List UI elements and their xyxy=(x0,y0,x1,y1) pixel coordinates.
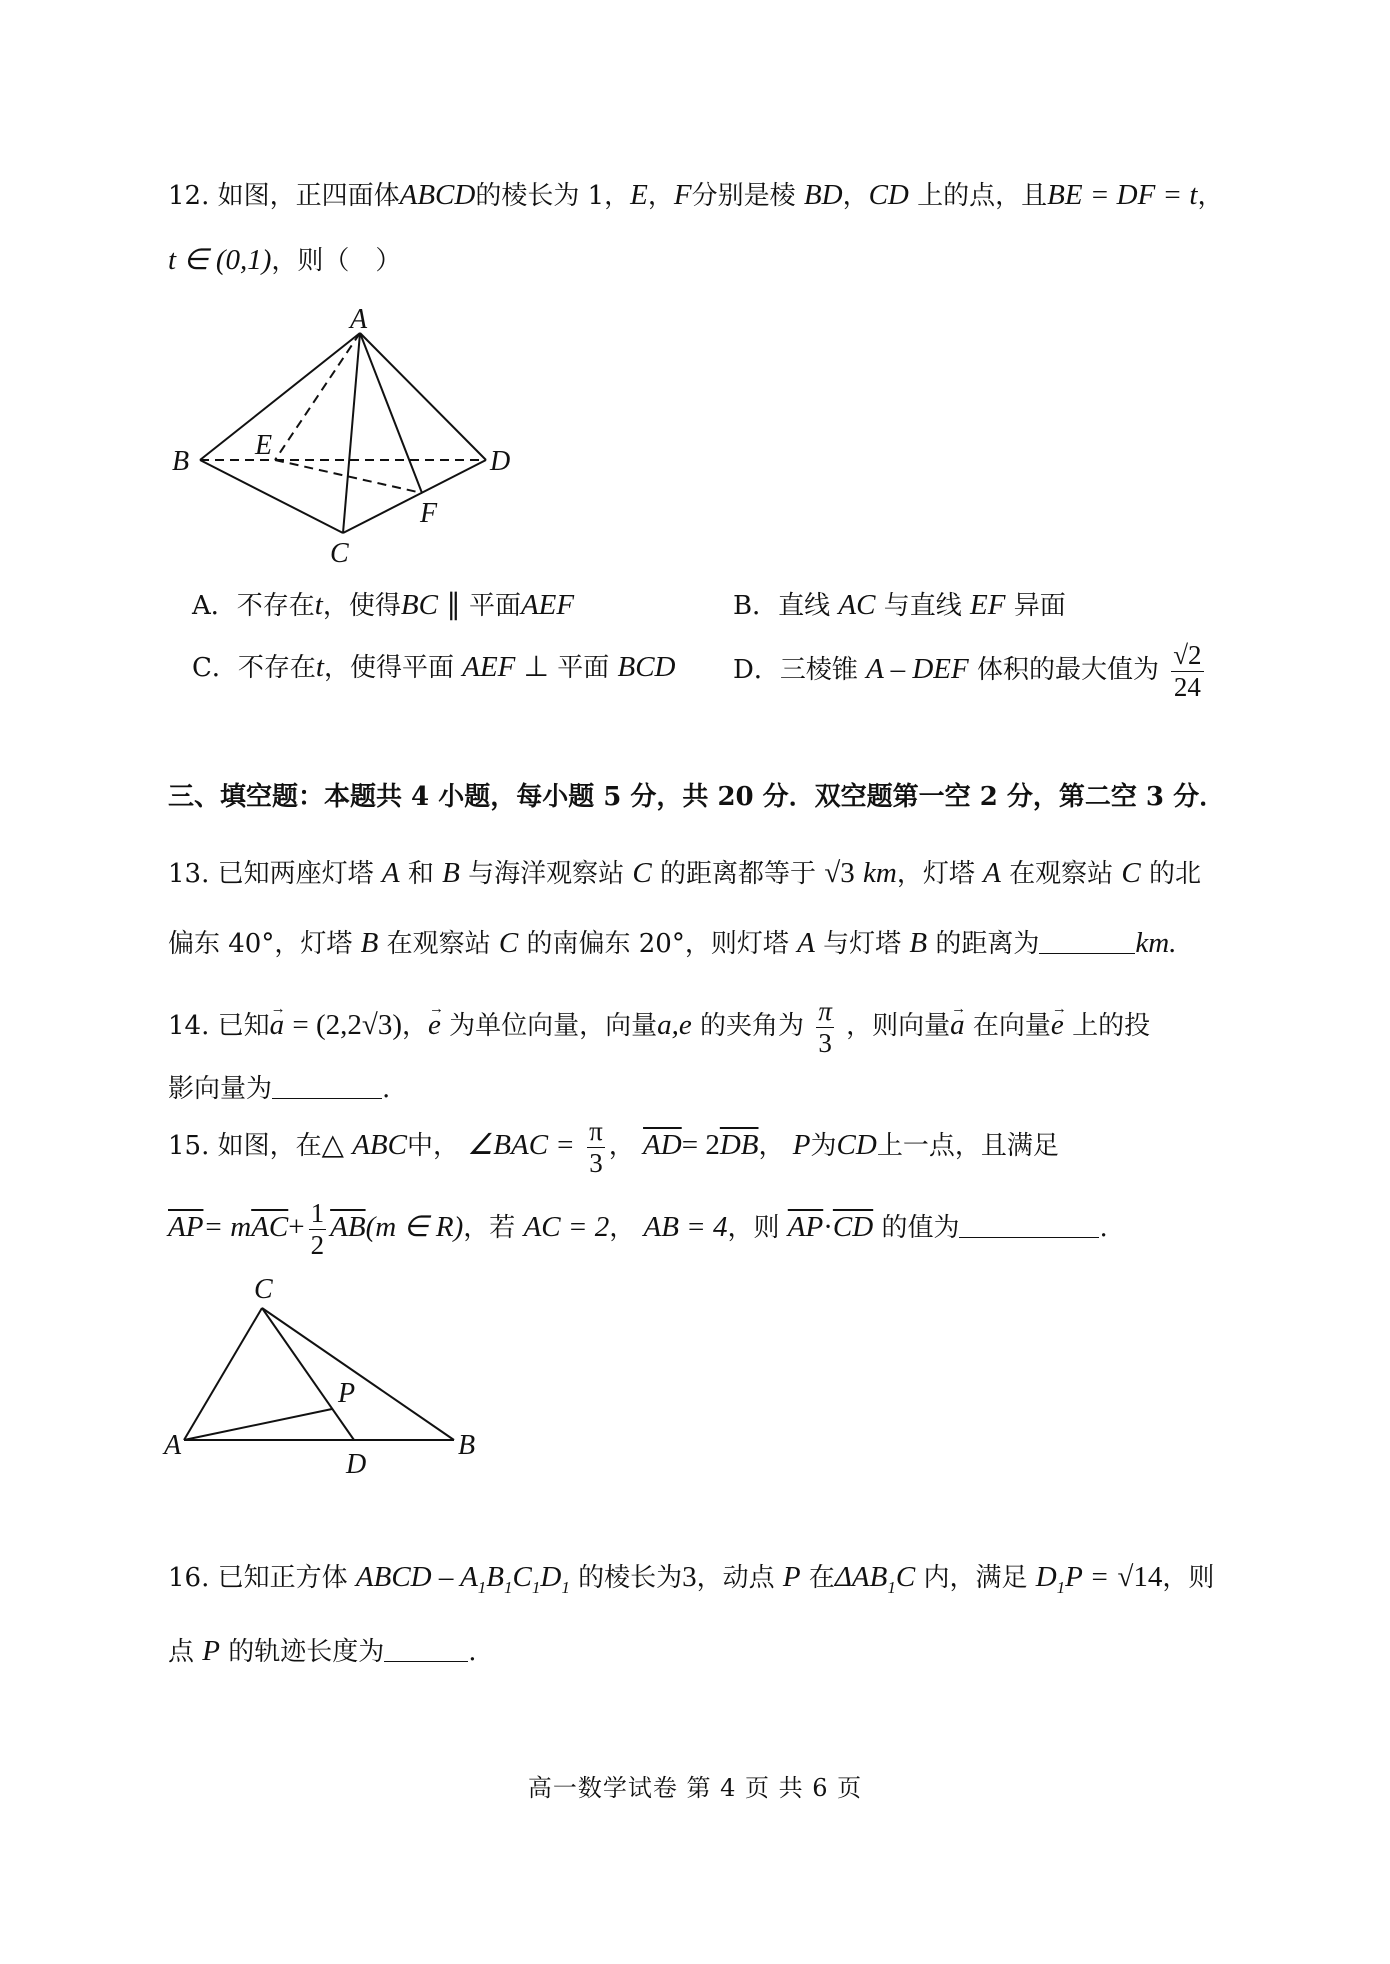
vector-ad: $\overline{AD}$ xyxy=(643,1129,682,1161)
q12-option-d xyxy=(733,634,1208,705)
denominator: 3 xyxy=(589,1147,603,1178)
ac-value: AC = 2 xyxy=(523,1211,610,1243)
text: D．三棱锥 xyxy=(733,655,858,685)
text: ，则 xyxy=(727,1213,780,1243)
text: 中， xyxy=(406,1131,459,1161)
numerator: π xyxy=(818,995,832,1026)
cube-notation xyxy=(355,1561,570,1597)
text: ΔAB xyxy=(834,1561,888,1593)
text: + xyxy=(288,1211,305,1243)
text: 为 xyxy=(810,1131,837,1161)
q12-stem: 12. 如图，正四面体 xyxy=(168,181,400,211)
label-bd: BD xyxy=(803,179,843,211)
text: 平面 xyxy=(468,591,521,621)
answer-blank[interactable] xyxy=(272,1098,382,1099)
text: 的值为 xyxy=(881,1213,960,1243)
subscript: 1 xyxy=(504,1577,513,1597)
subscript: 1 xyxy=(887,1577,896,1597)
q15-line1 xyxy=(168,1110,1059,1181)
subscript: 1 xyxy=(1056,1577,1066,1597)
edge-ae-hidden xyxy=(275,333,360,460)
subscript: 1 xyxy=(531,1577,541,1597)
label-abc: ABC xyxy=(352,1129,407,1161)
label-f: F xyxy=(673,179,692,211)
text: C．不存在 xyxy=(192,653,316,683)
text: ，则向量 xyxy=(846,1011,951,1041)
text: ，动点 xyxy=(696,1563,775,1593)
vector-db: $\overline{DB}$ xyxy=(719,1129,759,1161)
perp-symbol: ⊥ xyxy=(523,651,549,683)
angle-bac: ∠BAC = xyxy=(467,1129,575,1161)
point-e: E xyxy=(255,430,273,461)
text: 的夹角为 xyxy=(700,1011,805,1041)
denominator: 2 xyxy=(310,1229,325,1260)
equation: BE = DF = t xyxy=(1047,179,1198,211)
answer-blank[interactable] xyxy=(959,1237,1099,1238)
triangle-figure xyxy=(160,1270,500,1490)
text: 点 xyxy=(168,1637,195,1667)
text: 为单位向量，向量 xyxy=(449,1011,658,1041)
q14-line1 xyxy=(168,990,1150,1061)
denominator: 3 xyxy=(818,1027,832,1058)
denominator: 24 xyxy=(1173,671,1201,702)
q13-line2 xyxy=(168,926,1176,961)
text: 上一点，且满足 xyxy=(876,1131,1059,1161)
fraction-pi-3 xyxy=(816,995,834,1058)
numerator: √2 xyxy=(1173,639,1202,670)
label-bcd: BCD xyxy=(617,651,676,683)
sqrt3: √3 xyxy=(824,857,855,889)
label-p: P xyxy=(782,1561,801,1593)
triangle-symbol: △ xyxy=(321,1129,344,1161)
text: 15. 如图，在 xyxy=(168,1131,322,1161)
var-t: t xyxy=(314,589,323,621)
text: ，灯塔 xyxy=(896,859,975,889)
text: = 2 xyxy=(681,1129,720,1161)
text: 影向量为 xyxy=(168,1074,273,1104)
q14-line2 xyxy=(168,1072,390,1106)
text: B．直线 xyxy=(733,591,831,621)
sqrt14: √14 xyxy=(1117,1561,1163,1593)
vector-a: → a xyxy=(950,990,965,1060)
label-cd: CD xyxy=(868,179,909,211)
text: 16. 已知正方体 xyxy=(168,1563,348,1593)
text: 在向量 xyxy=(972,1011,1051,1041)
text: ， xyxy=(647,181,674,211)
text: ，若 xyxy=(463,1213,516,1243)
vector-e: → e xyxy=(428,990,441,1060)
text: ABCD – A xyxy=(355,1561,478,1593)
point-f: F xyxy=(420,498,438,529)
t-range: t ∈ (0,1) xyxy=(168,244,272,276)
vertex-d: D xyxy=(490,446,511,477)
edge-ab xyxy=(200,333,360,460)
text: 与直线 xyxy=(883,591,962,621)
triangle-ab1c xyxy=(834,1561,916,1597)
answer-blank[interactable] xyxy=(384,1661,468,1662)
label-p: P xyxy=(202,1635,220,1667)
var-t: t xyxy=(315,651,324,683)
label-adef: A – DEF xyxy=(866,653,969,685)
label-ac: AC xyxy=(838,589,876,621)
text: P = xyxy=(1065,1561,1110,1593)
text: 与海洋观察站 xyxy=(468,859,625,889)
text: 分别是棱 xyxy=(691,181,796,211)
edge-ac xyxy=(343,333,360,533)
ab-value: AB = 4 xyxy=(643,1211,728,1243)
text: 在观察站 xyxy=(386,929,491,959)
vector-ab: $\overline{AB}$ xyxy=(330,1211,366,1243)
d1p-equation xyxy=(1035,1561,1110,1597)
label-c: C xyxy=(498,927,519,959)
vector-a: → a xyxy=(270,990,285,1060)
label-b: B xyxy=(909,927,928,959)
dot: · xyxy=(823,1211,833,1243)
label-a: A xyxy=(381,857,400,889)
text: D xyxy=(1035,1561,1057,1593)
text: B xyxy=(486,1561,505,1593)
vertex-b: B xyxy=(458,1430,476,1461)
label-bc: BC xyxy=(400,589,438,621)
unit-km: km. xyxy=(1135,927,1177,959)
text: 平面 xyxy=(557,653,610,683)
text: 的棱长为 1， xyxy=(475,181,631,211)
text: ，则（ ） xyxy=(271,246,402,276)
text: ， xyxy=(609,1213,636,1243)
text: ， xyxy=(401,1011,428,1041)
vector-ap: $\overline{AP}$ xyxy=(168,1211,204,1243)
vector-ac: $\overline{AC}$ xyxy=(251,1211,289,1243)
text: C xyxy=(895,1561,916,1593)
edge-length: 3 xyxy=(682,1561,697,1593)
text: ，使得平面 xyxy=(323,653,454,683)
label-p: P xyxy=(792,1129,811,1161)
label-abcd: ABCD xyxy=(399,179,476,211)
text: = m xyxy=(203,1211,252,1243)
text: 的轨迹长度为 xyxy=(228,1637,385,1667)
vertex-c: C xyxy=(254,1274,273,1305)
text: 与灯塔 xyxy=(823,929,902,959)
text: . xyxy=(1099,1213,1108,1243)
vector-ap: $\overline{AP}$ xyxy=(787,1211,824,1243)
label-a: A xyxy=(983,857,1001,889)
text: 的南偏东 20°，则灯塔 xyxy=(526,929,789,959)
edge-af xyxy=(360,333,422,493)
label-c: C xyxy=(632,857,652,889)
label-ef: EF xyxy=(969,589,1006,621)
q12-line2 xyxy=(168,243,401,278)
numerator: π xyxy=(589,1115,603,1146)
text: 在观察站 xyxy=(1009,859,1114,889)
text: 内，满足 xyxy=(923,1563,1028,1593)
section-3-heading: 三、填空题：本题共 4 小题，每小题 5 分，共 20 分．双空题第一空 2 分，第二空 3 分． xyxy=(168,782,1226,812)
q12-option-c xyxy=(192,650,675,685)
point-p: P xyxy=(338,1378,356,1409)
text: 的北 xyxy=(1148,859,1201,889)
q12-option-a xyxy=(192,588,574,623)
text: 的棱长为 xyxy=(578,1563,683,1593)
numerator: 1 xyxy=(310,1197,325,1228)
label-b: B xyxy=(442,857,460,889)
vertex-a: A xyxy=(164,1430,182,1461)
tetrahedron-figure xyxy=(160,300,520,570)
text: . xyxy=(468,1637,477,1667)
text: 13. 已知两座灯塔 xyxy=(168,859,374,889)
vector-e: → e xyxy=(1051,990,1064,1060)
side-ca xyxy=(184,1308,262,1440)
fraction-sqrt2-24 xyxy=(1171,639,1203,702)
label-aef: AEF xyxy=(462,651,516,683)
point-d: D xyxy=(346,1449,367,1480)
label-a: A xyxy=(797,927,815,959)
text: 体积的最大值为 xyxy=(976,655,1159,685)
q16-line2 xyxy=(168,1634,477,1669)
text: ， xyxy=(758,1131,785,1161)
vectors-a-e: a,e xyxy=(657,1009,692,1041)
label-c: C xyxy=(1121,857,1141,889)
page-footer: 高一数学试卷 第 4 页 共 6 页 xyxy=(527,1774,863,1802)
text: 的距离为 xyxy=(935,929,1040,959)
text: D xyxy=(540,1561,562,1593)
text: ，则 xyxy=(1162,1563,1215,1593)
answer-blank[interactable] xyxy=(1039,953,1135,954)
q15-line2 xyxy=(168,1192,1108,1263)
text: ，使得 xyxy=(322,591,401,621)
vertex-b: B xyxy=(172,446,190,477)
text: 14. 已知 xyxy=(168,1011,270,1041)
edge-ad xyxy=(360,333,486,460)
q13-line1 xyxy=(168,856,1201,891)
text: 偏东 40°，灯塔 xyxy=(168,929,353,959)
fraction-1-2 xyxy=(309,1197,327,1260)
subscript: 1 xyxy=(561,1577,570,1597)
text: ， xyxy=(608,1131,635,1161)
segment-ap xyxy=(184,1409,332,1440)
text: 在 xyxy=(808,1563,835,1593)
m-condition: (m ∈ R) xyxy=(365,1211,464,1243)
text: . xyxy=(382,1074,391,1104)
label-e: E xyxy=(630,179,648,211)
label-cd: CD xyxy=(836,1129,877,1161)
label-b: B xyxy=(360,927,379,959)
parallel-symbol: ∥ xyxy=(446,589,461,621)
q12-option-b xyxy=(733,588,1066,623)
q16-line1 xyxy=(168,1560,1214,1605)
vector-a-value: = (2,2√3) xyxy=(292,1009,402,1041)
side-cb xyxy=(262,1308,454,1440)
vertex-c: C xyxy=(330,538,349,569)
unit-km: km xyxy=(863,857,897,889)
text: ， xyxy=(842,181,869,211)
vector-cd: $\overline{CD}$ xyxy=(832,1211,874,1243)
text: 上的点，且 xyxy=(917,181,1048,211)
vertex-a: A xyxy=(350,304,368,335)
text: 的距离都等于 xyxy=(660,859,817,889)
text: C xyxy=(512,1561,532,1593)
subscript: 1 xyxy=(477,1577,487,1597)
text: A．不存在 xyxy=(192,591,315,621)
text: 和 xyxy=(407,859,434,889)
label-aef: AEF xyxy=(520,589,575,621)
text: 上的投 xyxy=(1072,1011,1151,1041)
text: ， xyxy=(1197,181,1224,211)
fraction-pi-3 xyxy=(587,1115,605,1178)
q12-line1 xyxy=(168,178,1223,213)
text: 异面 xyxy=(1013,591,1066,621)
